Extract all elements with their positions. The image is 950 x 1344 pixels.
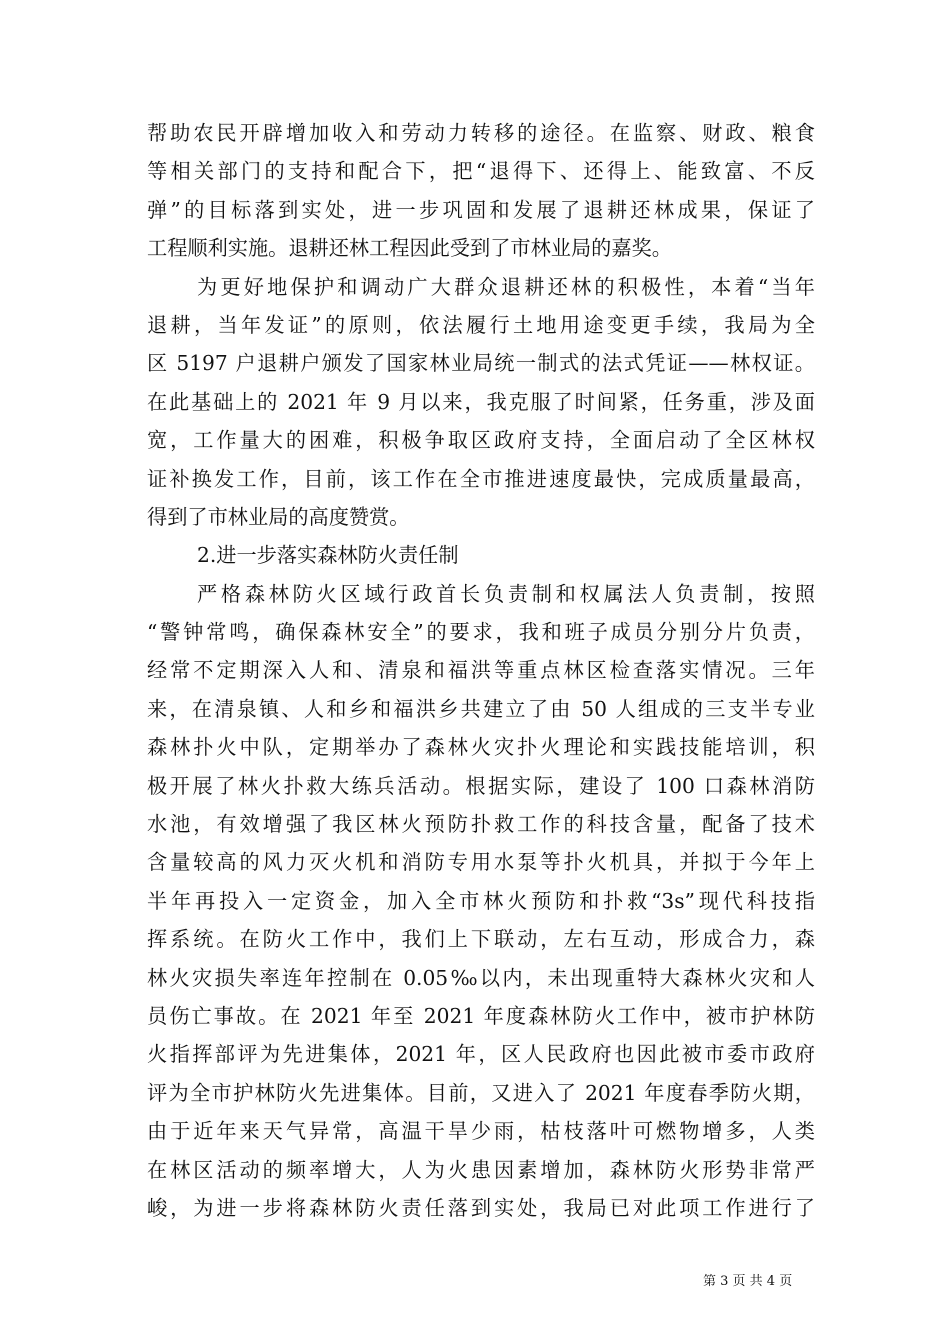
text-line: 含量较高的风力灭火机和消防专用水泵等扑火机具，并拟于今年上	[147, 850, 815, 875]
text-line: 等相关部门的支持和配合下，把“退得下、还得上、能致富、不反	[147, 159, 815, 184]
text-line: 区 5197 户退耕户颁发了国家林业局统一制式的法式凭证——林权证。	[147, 351, 815, 376]
text-line: 来，在清泉镇、人和乡和福洪乡共建立了由 50 人组成的三支半专业	[147, 696, 815, 721]
text-line: 极开展了林火扑救大练兵活动。根据实际，建设了 100 口森林消防	[147, 773, 815, 798]
text-line: 火指挥部评为先进集体，2021 年，区人民政府也因此被市委市政府	[147, 1042, 815, 1067]
text-line: 为更好地保护和调动广大群众退耕还林的积极性，本着“当年	[197, 274, 815, 299]
text-line: 证补换发工作，目前，该工作在全市推进速度最快，完成质量最高，	[147, 466, 815, 491]
text-line: 由于近年来天气异常，高温干旱少雨，枯枝落叶可燃物增多，人类	[147, 1119, 815, 1144]
text-line: 在此基础上的 2021 年 9 月以来，我克服了时间紧，任务重，涉及面	[147, 389, 815, 414]
text-line: 评为全市护林防火先进集体。目前，又进入了 2021 年度春季防火期，	[147, 1080, 815, 1105]
text-line: 峻，为进一步将森林防火责任落到实处，我局已对此项工作进行了	[147, 1195, 815, 1220]
text-line: 弹”的目标落到实处，进一步巩固和发展了退耕还林成果，保证了	[147, 197, 815, 222]
text-line: 半年再投入一定资金，加入全市林火预防和扑救“3s”现代科技指	[147, 888, 815, 913]
text-line: 工程顺利实施。退耕还林工程因此受到了市林业局的嘉奖。	[147, 236, 672, 261]
text-line: 经常不定期深入人和、清泉和福洪等重点林区检查落实情况。三年	[147, 658, 815, 683]
text-line: “警钟常鸣，确保森林安全”的要求，我和班子成员分别分片负责，	[147, 620, 815, 645]
text-line: 员伤亡事故。在 2021 年至 2021 年度森林防火工作中，被市护林防	[147, 1003, 815, 1028]
text-line: 严格森林防火区域行政首长负责制和权属法人负责制，按照	[197, 581, 815, 606]
text-line: 在林区活动的频率增大，人为火患因素增加，森林防火形势非常严	[147, 1157, 815, 1182]
text-line: 帮助农民开辟增加收入和劳动力转移的途径。在监察、财政、粮食	[147, 121, 815, 145]
text-line: 宽，工作量大的困难，积极争取区政府支持，全面启动了全区林权	[147, 428, 815, 453]
text-line: 得到了市林业局的高度赞赏。	[147, 504, 410, 529]
document-body	[147, 114, 815, 1227]
text-line: 森林扑火中队，定期举办了森林火灾扑火理论和实践技能培训，积	[147, 735, 815, 760]
text-line: 水池，有效增强了我区林火预防扑救工作的科技含量，配备了技术	[147, 812, 815, 837]
text-line: 挥系统。在防火工作中，我们上下联动，左右互动，形成合力，森	[147, 927, 815, 952]
page-number: 第 3 页 共 4 页	[703, 1274, 793, 1289]
text-line: 退耕，当年发证”的原则，依法履行土地用途变更手续，我局为全	[147, 312, 815, 337]
text-line: 林火灾损失率连年控制在 0.05‰以内，未出现重特大森林火灾和人	[147, 965, 815, 990]
section-heading: 2.进一步落实森林防火责任制	[197, 543, 459, 568]
